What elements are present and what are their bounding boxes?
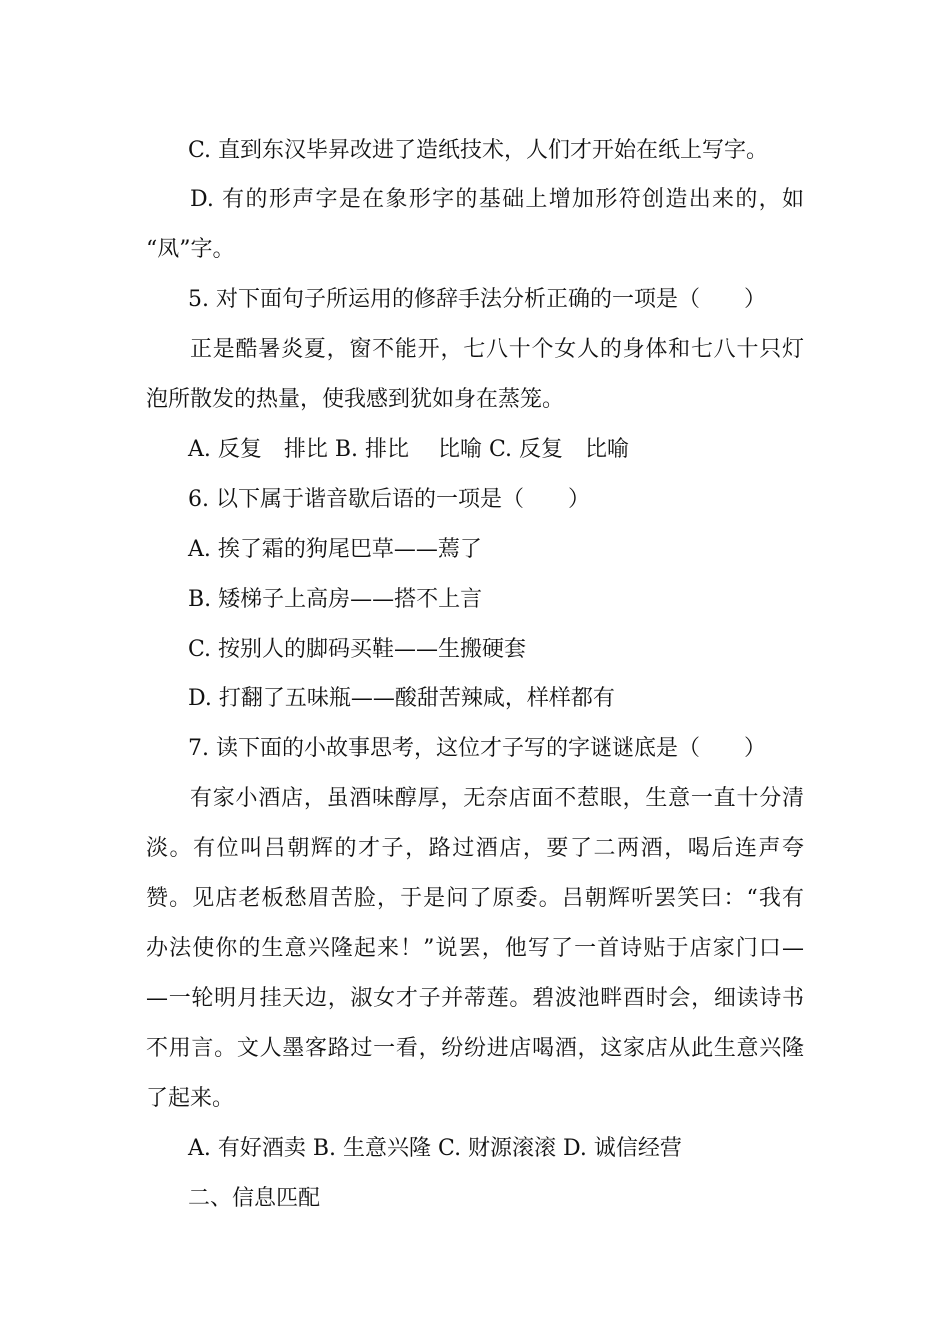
question-7-story-line-3: 赞。见店老板愁眉苦脸，于是问了原委。吕朝辉听罢笑曰：“我有 [146, 886, 804, 911]
option-d-continuation: “凤”字。 [146, 237, 235, 262]
option-d-line: D. 有的形声字是在象形字的基础上增加形符创造出来的，如 [190, 187, 804, 212]
question-6-option-a: A. 挨了霜的狗尾巴草——蔫了 [188, 537, 482, 562]
question-7-story-line-7: 了起来。 [146, 1086, 235, 1111]
question-5-passage-line-2: 泡所散发的热量，使我感到犹如身在蒸笼。 [146, 387, 565, 412]
question-5-passage-line-1: 正是酷暑炎夏，窗不能开，七八十个女人的身体和七八十只灯 [190, 337, 804, 362]
question-6-option-d: D. 打翻了五味瓶——酸甜苦辣咸，样样都有 [188, 686, 615, 711]
question-7-story-line-2: 淡。有位叫吕朝辉的才子，路过酒店，要了二两酒，喝后连声夸 [146, 836, 804, 861]
question-7-story-line-1: 有家小酒店，虽酒味醇厚，无奈店面不惹眼，生意一直十分清 [190, 786, 804, 811]
question-5-options: A. 反复 排比 B. 排比 比喻 C. 反复 比喻 [188, 437, 630, 462]
question-7-story-line-4: 办法使你的生意兴隆起来！”说罢，他写了一首诗贴于店家门口— [146, 936, 804, 961]
question-7-options: A. 有好酒卖 B. 生意兴隆 C. 财源滚滚 D. 诚信经营 [188, 1136, 682, 1161]
section-heading: 二、信息匹配 [188, 1186, 321, 1211]
question-6-option-b: B. 矮梯子上高房——搭不上言 [188, 587, 483, 612]
question-7-story-line-6: 不用言。文人墨客路过一看，纷纷进店喝酒，这家店从此生意兴隆 [146, 1036, 804, 1061]
question-6: 6. 以下属于谐音歇后语的一项是（ ） [188, 487, 590, 512]
question-5: 5. 对下面句子所运用的修辞手法分析正确的一项是（ ） [188, 287, 766, 312]
question-6-option-c: C. 按别人的脚码买鞋——生搬硬套 [188, 637, 527, 662]
option-c-line: C. 直到东汉毕昇改进了造纸技术，人们才开始在纸上写字。 [188, 138, 769, 163]
question-7-story-line-5: —一轮明月挂天边，淑女才子并蒂莲。碧波池畔酉时会，细读诗书 [146, 986, 804, 1011]
question-7: 7. 读下面的小故事思考，这位才子写的字谜谜底是（ ） [188, 736, 766, 761]
